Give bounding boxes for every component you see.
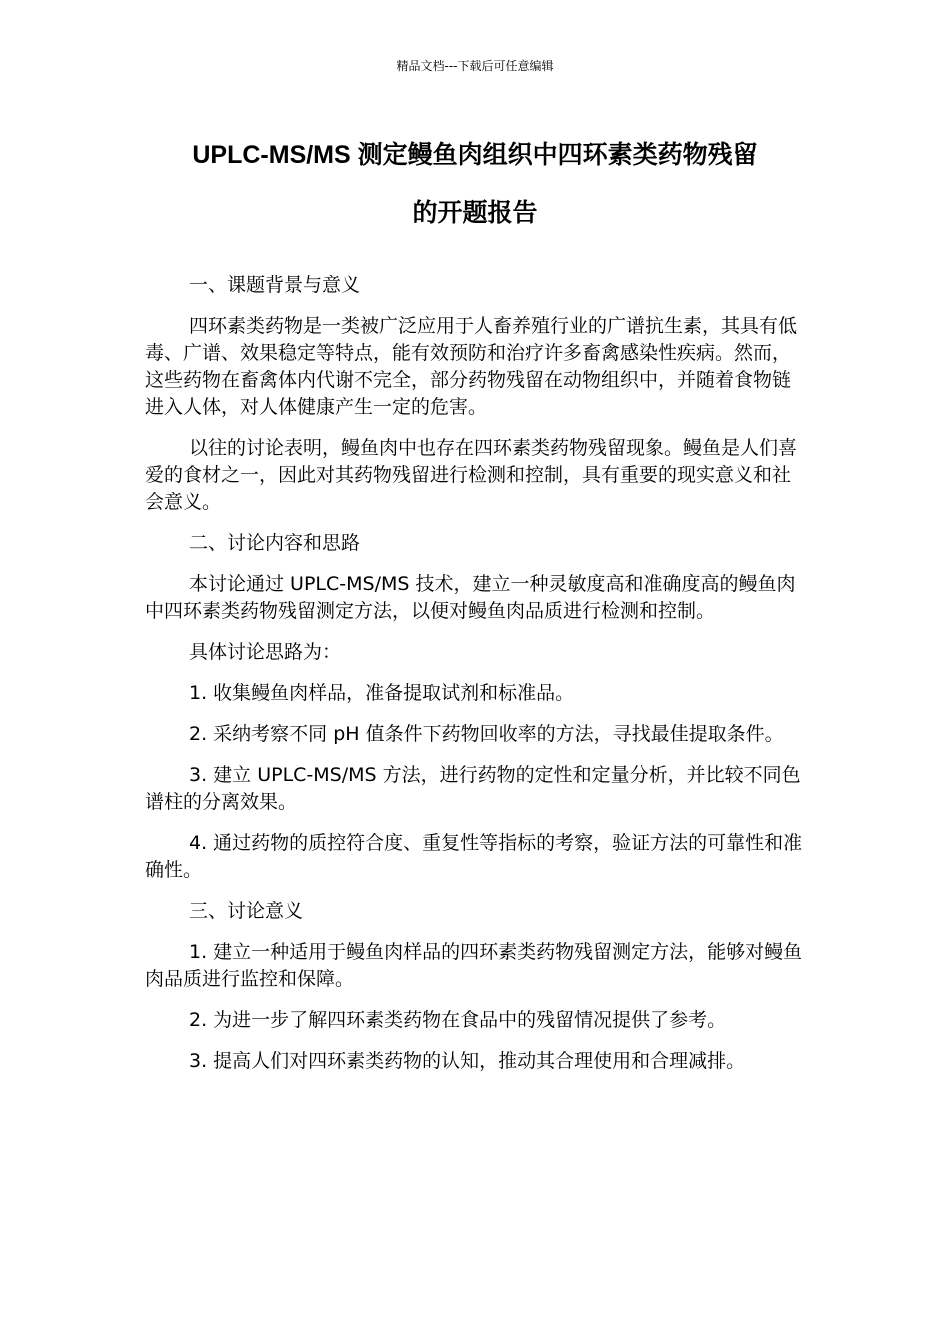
document-title-line-2: 的开题报告 (412, 199, 538, 227)
document-title (120, 136, 830, 232)
list-item-step-4: 4. 通过药物的质控符合度、重复性等指标的考察，验证方法的可靠性和准确性。 (145, 832, 803, 881)
paragraph-background: 四环素类药物是一类被广泛应用于人畜养殖行业的广谱抗生素，其具有低毒、广谱、效果稳定等特点，能有效预防和治疗许多畜禽感染性疾病。然而，这些药物在畜禽体内代谢不完全，部分药物残留在动物组织中，并随着食物链进入人体，对人体健康产生一定的危害。 (145, 315, 798, 418)
paragraph-approach-intro: 具体讨论思路为： (189, 641, 342, 663)
section-heading-content: 二、讨论内容和思路 (189, 532, 361, 554)
section-heading-background: 一、课题背景与意义 (189, 274, 361, 296)
paragraph-previous-research: 以往的讨论表明，鳗鱼肉中也存在四环素类药物残留现象。鳗鱼是人们喜爱的食材之一，因此对其药物残留进行检测和控制，具有重要的现实意义和社会意义。 (145, 437, 798, 513)
document-title-line-1: UPLC-MS/MS 测定鳗鱼肉组织中四环素类药物残留 (192, 141, 758, 169)
list-item-significance-3: 3. 提高人们对四环素类药物的认知，推动其合理使用和合理减排。 (189, 1050, 746, 1072)
section-heading-significance: 三、讨论意义 (189, 900, 304, 922)
document-body (145, 272, 805, 1089)
list-item-step-1: 1. 收集鳗鱼肉样品，准备提取试剂和标准品。 (189, 682, 575, 704)
list-item-significance-2: 2. 为进一步了解四环素类药物在食品中的残留情况提供了参考。 (189, 1009, 727, 1031)
page-header-note: 精品文档---下载后可任意编辑 (396, 59, 554, 73)
paragraph-method: 本讨论通过 UPLC-MS/MS 技术，建立一种灵敏度高和准确度高的鳗鱼肉中四环素类药物残留测定方法，以便对鳗鱼肉品质进行检测和控制。 (145, 573, 796, 622)
list-item-step-2: 2. 采纳考察不同 pH 值条件下药物回收率的方法，寻找最佳提取条件。 (189, 723, 784, 745)
list-item-significance-1: 1. 建立一种适用于鳗鱼肉样品的四环素类药物残留测定方法，能够对鳗鱼肉品质进行监控和保障。 (145, 941, 803, 990)
list-item-step-3: 3. 建立 UPLC-MS/MS 方法，进行药物的定性和定量分析，并比较不同色谱柱的分离效果。 (145, 764, 801, 813)
